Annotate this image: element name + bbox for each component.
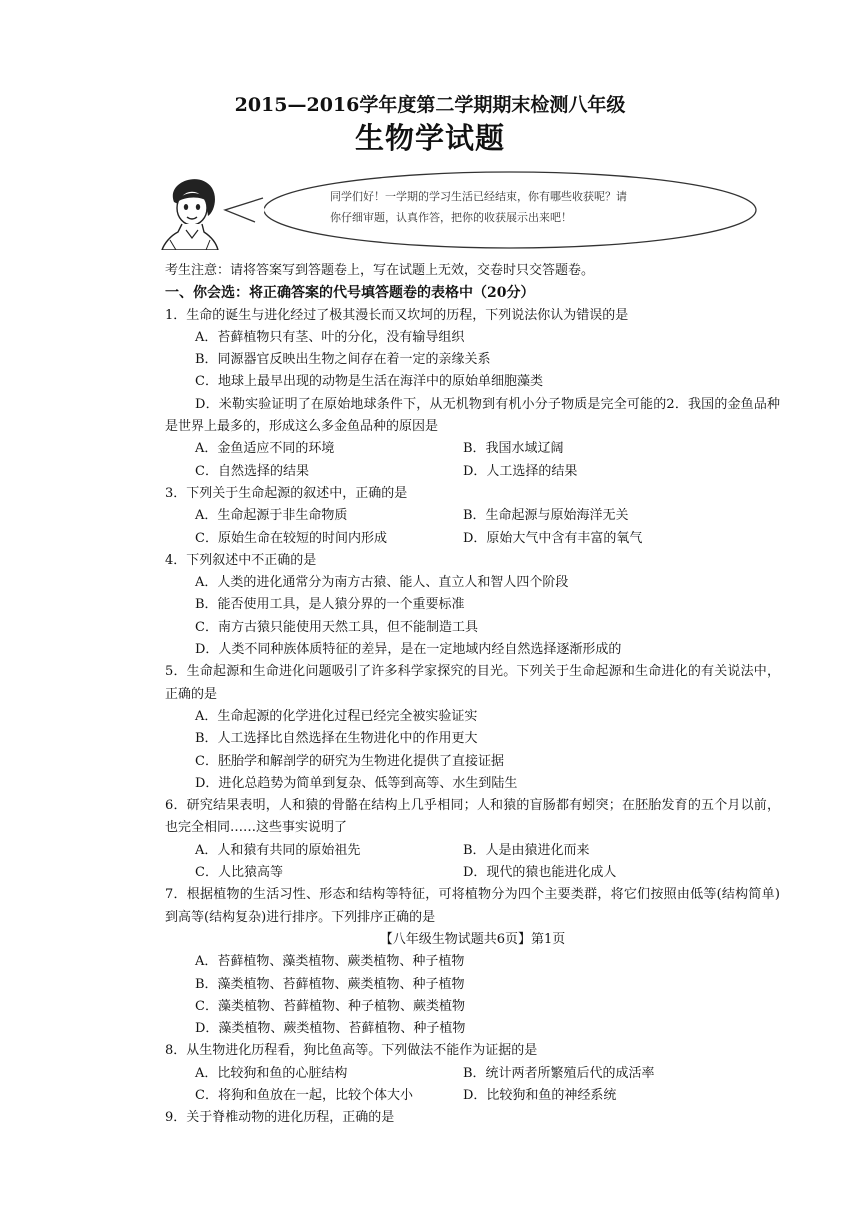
question-1-option-a: A．苔藓植物只有茎、叶的分化，没有输导组织 (195, 329, 465, 345)
question-6-options-row-2 (165, 862, 780, 884)
question-3-option-b: B．生命起源与原始海洋无关 (463, 508, 629, 524)
question-3-stem: 3．下列关于生命起源的叙述中，正确的是 (165, 485, 408, 501)
question-3-options-row-1 (165, 505, 780, 527)
question-5-stem: 5．生命起源和生命进化问题吸引了许多科学家探究的目光。下列关于生命起源和生命进化的有关说法中，正确的是 (165, 664, 780, 702)
question-7-option-b: B．藻类植物、苔藓植物、蕨类植物、种子植物 (195, 976, 465, 992)
question-3-option-a: A．生命起源于非生命物质 (195, 508, 348, 524)
question-6-stem: 6．研究结果表明，人和猿的骨骼在结构上几乎相同；人和猿的盲肠都有蚓突；在胚胎发育的五个月以前，也完全相同……这些事实说明了 (165, 798, 780, 836)
question-3-option-c: C．原始生命在较短的时间内形成 (195, 530, 387, 546)
section-heading: 一、你会选：将正确答案的代号填答题卷的表格中（20分） (165, 285, 535, 302)
question-6-option-a: A．人和猿有共同的原始祖先 (195, 842, 361, 858)
question-8-option-a: A．比较狗和鱼的心脏结构 (195, 1065, 348, 1081)
question-8-option-c: C．将狗和鱼放在一起，比较个体大小 (195, 1087, 413, 1103)
question-9-stem: 9．关于脊椎动物的进化历程，正确的是 (165, 1110, 395, 1126)
exam-notice: 考生注意：请将答案写到答题卷上，写在试题上无效，交卷时只交答题卷。 (165, 263, 595, 278)
question-1-option-d: D．米勒实验证明了在原始地球条件下，从无机物到有机小分子物质是完全可能的2．我国的金鱼品种是世界上最多的，形成这么多金鱼品种的原因是 (165, 396, 780, 435)
question-5-option-a: A．生命起源的化学进化过程已经完全被实验证实 (195, 708, 478, 724)
question-7-stem: 7．根据植物的生活习性、形态和结构等特征，可将植物分为四个主要类群，将它们按照由低等(结构简单)到高等(结构复杂)进行排序。下列排序正确的是 (165, 887, 780, 925)
question-6-option-b: B．人是由猿进化而来 (463, 842, 590, 858)
bubble-line-2: 你仔细审题，认真作答，把你的收获展示出来吧！ (330, 211, 572, 224)
question-2-options-row-2 (165, 461, 780, 483)
question-8-stem: 8．从生物进化历程看，狗比鱼高等。下列做法不能作为证据的是 (165, 1043, 538, 1059)
question-1-stem: 1．生命的诞生与进化经过了极其漫长而又坎坷的历程，下列说法你认为错误的是 (165, 307, 629, 323)
question-2-option-b: B．我国水域辽阔 (463, 441, 564, 457)
question-6-option-c: C．人比猿高等 (195, 865, 283, 881)
question-7-option-a: A．苔藓植物、藻类植物、蕨类植物、种子植物 (195, 954, 465, 970)
question-4-option-b: B．能否使用工具，是人猿分界的一个重要标准 (195, 597, 465, 613)
question-8-options-row-1 (165, 1063, 780, 1085)
question-7-option-d: D．藻类植物、蕨类植物、苔藓植物、种子植物 (195, 1021, 466, 1037)
question-6-option-d: D．现代的猿也能进化成人 (463, 865, 617, 881)
question-8-option-b: B．统计两者所繁殖后代的成活率 (463, 1065, 655, 1081)
question-1-option-c: C．地球上最早出现的动物是生活在海洋中的原始单细胞藻类 (195, 374, 543, 390)
question-2-option-a: A．金鱼适应不同的环境 (195, 441, 335, 457)
exam-subject-title: 生物学试题 (354, 121, 505, 155)
exam-content (165, 260, 780, 1130)
question-1-option-b: B．同源器官反映出生物之间存在着一定的亲缘关系 (195, 352, 491, 368)
question-5-option-c: C．胚胎学和解剖学的研究为生物进化提供了直接证据 (195, 753, 504, 769)
question-5-option-d: D．进化总趋势为简单到复杂、低等到高等、水生到陆生 (195, 775, 518, 791)
question-2-option-c: C．自然选择的结果 (195, 463, 309, 479)
question-2-options-row-1 (165, 438, 780, 460)
girl-mascot-icon (160, 172, 220, 250)
question-5-option-b: B．人工选择比自然选择在生物进化中的作用更大 (195, 731, 478, 747)
exam-year-title: 2015—2016学年度第二学期期末检测八年级 (234, 94, 626, 116)
question-2-option-d: D．人工选择的结果 (463, 463, 578, 479)
bubble-text (330, 186, 710, 228)
bubble-line-1: 同学们好！一学期的学习生活已经结束，你有哪些收获呢？请 (330, 190, 627, 203)
question-8-options-row-2 (165, 1085, 780, 1107)
question-3-options-row-2 (165, 528, 780, 550)
question-6-options-row-1 (165, 840, 780, 862)
question-4-stem: 4．下列叙述中不正确的是 (165, 552, 317, 568)
question-4-option-d: D．人类不同种族体质特征的差异，是在一定地域内经自然选择逐渐形成的 (195, 642, 622, 658)
page-footer: 【八年级生物试题共6页】第1页 (379, 931, 566, 947)
question-4-option-c: C．南方古猿只能使用天然工具，但不能制造工具 (195, 619, 478, 635)
question-4-option-a: A．人类的进化通常分为南方古猿、能人、直立人和智人四个阶段 (195, 575, 569, 591)
question-3-option-d: D．原始大气中含有丰富的氧气 (463, 530, 643, 546)
question-8-option-d: D．比较狗和鱼的神经系统 (463, 1087, 617, 1103)
question-7-option-c: C．藻类植物、苔藓植物、种子植物、蕨类植物 (195, 998, 465, 1014)
